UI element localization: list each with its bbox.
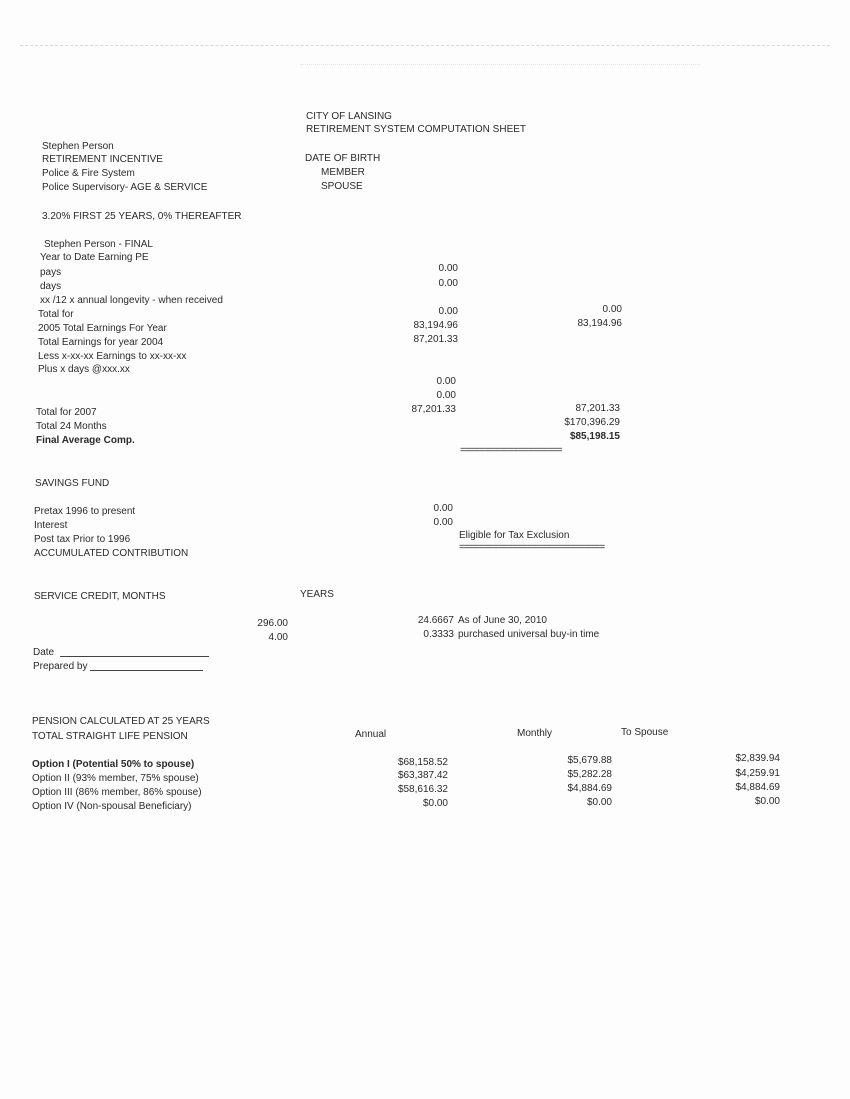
total-2007-right-value: 87,201.33 — [575, 403, 620, 414]
total-24-months-value: $170,396.29 — [564, 417, 620, 428]
eligible-tax-exclusion-label: Eligible for Tax Exclusion — [459, 530, 570, 541]
double-rule: ===================== — [460, 445, 562, 456]
savings-fund-title: SAVINGS FUND — [35, 478, 110, 489]
option-label: Option III (86% member, 86% spouse) — [32, 787, 202, 798]
service-note-1: As of June 30, 2010 — [458, 615, 547, 626]
option-monthly: $5,679.88 — [567, 755, 612, 766]
years-label: YEARS — [300, 589, 334, 600]
total-for-label: Total for — [38, 309, 74, 320]
pays-label: pays — [40, 267, 62, 278]
dob-label: DATE OF BIRTH — [305, 153, 381, 164]
incentive-label: RETIREMENT INCENTIVE — [42, 154, 163, 165]
option-label: Option IV (Non-spousal Beneficiary) — [32, 801, 192, 812]
prepared-by-blank-line — [90, 670, 203, 671]
pays-value: 0.00 — [438, 263, 458, 274]
posttax-label: Post tax Prior to 1996 — [34, 534, 131, 545]
option-spouse: $4,259.91 — [735, 768, 780, 779]
scan-artifact-line — [300, 64, 700, 65]
total-24-months-label: Total 24 Months — [36, 421, 107, 432]
service-credit-title: SERVICE CREDIT, MONTHS — [34, 591, 166, 602]
days-label: days — [40, 281, 62, 292]
pretax-label: Pretax 1996 to present — [34, 506, 136, 517]
date-blank-line — [60, 656, 209, 657]
plus-days-label: Plus x days @xxx.xx — [38, 364, 130, 375]
option-monthly: $5,282.28 — [567, 769, 612, 780]
option-spouse: $0.00 — [754, 796, 780, 807]
option-label: Option I (Potential 50% to spouse) — [32, 759, 195, 770]
option-annual: $0.00 — [422, 798, 448, 809]
service-months-1: 296.00 — [257, 618, 288, 629]
accumulated-contribution-label: ACCUMULATED CONTRIBUTION — [34, 548, 189, 559]
option-label: Option II (93% member, 75% spouse) — [32, 773, 199, 784]
earnings-header: Stephen Person - FINAL — [44, 239, 153, 250]
prepared-by-label: Prepared by — [33, 661, 88, 672]
service-years-1: 24.6667 — [417, 615, 454, 626]
dob-member-label: MEMBER — [321, 167, 365, 178]
sheet-title: RETIREMENT SYSTEM COMPUTATION SHEET — [306, 124, 527, 135]
option-monthly: $4,884.69 — [567, 783, 612, 794]
interest-label: Interest — [34, 520, 68, 531]
option-spouse: $2,839.94 — [735, 753, 780, 764]
service-years-2: 0.3333 — [423, 629, 454, 640]
less-earnings-label: Less x-xx-xx Earnings to xx-xx-xx — [38, 351, 187, 362]
service-note-2: purchased universal buy-in time — [458, 629, 600, 640]
pretax-value: 0.00 — [433, 503, 453, 514]
service-months-2: 4.00 — [268, 632, 288, 643]
option-annual: $58,616.32 — [397, 784, 448, 795]
option-monthly: $0.00 — [586, 797, 612, 808]
longevity-label: xx /12 x annual longevity - when received — [40, 295, 223, 306]
straight-life-title: TOTAL STRAIGHT LIFE PENSION — [32, 731, 188, 742]
col-monthly-header: Monthly — [517, 728, 553, 739]
option-spouse: $4,884.69 — [735, 782, 780, 793]
less-value: 0.00 — [436, 376, 456, 387]
earnings-2005-value: 83,194.96 — [413, 320, 458, 331]
plus-value: 0.00 — [436, 390, 456, 401]
total-2007-label: Total for 2007 — [36, 407, 97, 418]
member-name: Stephen Person — [42, 141, 114, 152]
days-value: 0.00 — [438, 278, 458, 289]
earnings-2004-label: Total Earnings for year 2004 — [38, 337, 164, 348]
final-average-comp-label: Final Average Comp. — [36, 435, 135, 446]
category-label: Police Supervisory- AGE & SERVICE — [42, 182, 208, 193]
total-for-right-value: 0.00 — [602, 304, 622, 315]
date-label: Date — [33, 647, 55, 658]
dob-spouse-label: SPOUSE — [321, 181, 363, 192]
city-title: CITY OF LANSING — [306, 111, 392, 122]
col-spouse-header: To Spouse — [621, 727, 669, 738]
double-rule: ============================== — [459, 542, 605, 553]
pension-title: PENSION CALCULATED AT 25 YEARS — [32, 716, 210, 727]
total-2007-value: 87,201.33 — [411, 404, 456, 415]
final-average-comp-value: $85,198.15 — [569, 431, 620, 442]
option-annual: $68,158.52 — [397, 757, 448, 768]
ytd-label: Year to Date Earning PE — [40, 252, 149, 263]
system-label: Police & Fire System — [42, 168, 135, 179]
multiplier-text: 3.20% FIRST 25 YEARS, 0% THEREAFTER — [42, 211, 242, 222]
scan-artifact-line — [20, 45, 830, 46]
earnings-2004-value: 87,201.33 — [413, 334, 458, 345]
earnings-2005-label: 2005 Total Earnings For Year — [38, 323, 167, 334]
interest-value: 0.00 — [433, 517, 453, 528]
total-for-value: 0.00 — [438, 306, 458, 317]
earnings-2005-right-value: 83,194.96 — [577, 318, 622, 329]
col-annual-header: Annual — [355, 729, 387, 740]
option-annual: $63,387.42 — [397, 770, 448, 781]
